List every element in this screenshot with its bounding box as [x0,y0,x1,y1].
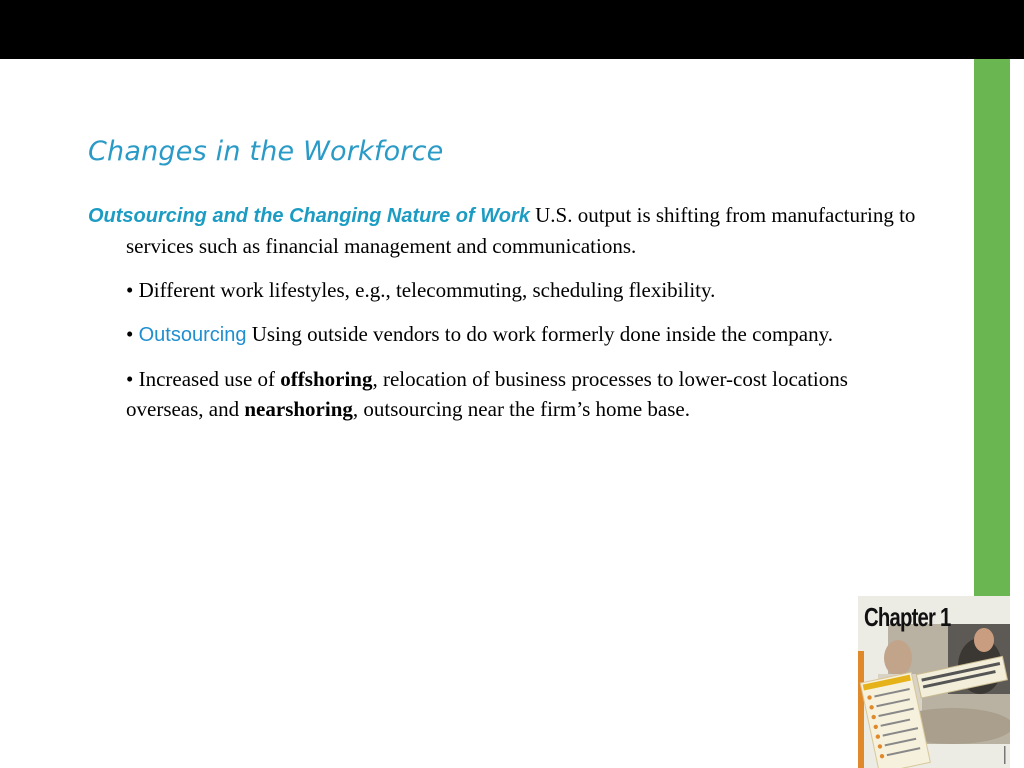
slide-content [88,200,918,438]
bullet-offshoring-part1: • Increased use of [126,367,281,391]
intro-paragraph [88,200,918,261]
bullet-lifestyles-text: • Different work lifestyles, e.g., telecommuting, scheduling flexibility. [126,278,716,302]
bullet-outsourcing-text: Using outside vendors to do work formerly done inside the company. [246,322,833,346]
bullet-outsourcing [88,319,918,350]
top-bar [0,0,1024,59]
book-cover-image [858,596,1010,768]
bullet-offshoring-part3: , outsourcing near the firm’s home base. [352,397,690,421]
bullet-lifestyles [88,275,918,305]
nearshoring-term: nearshoring [244,397,353,421]
intro-term: Outsourcing and the Changing Nature of Work [88,205,530,227]
slide-title: Changes in the Workforce [88,136,444,167]
book-title: Chapter 1 [864,602,951,632]
bullet-outsourcing-prefix: • [126,322,139,346]
intro-text: U.S. output is shifting from manufacturing to services such as financial management and communications. [126,203,916,258]
bullet-offshoring-part2: , relocation of business processes to lower-cost locations overseas, and [126,367,848,421]
outsourcing-term: Outsourcing [138,324,247,346]
bullet-offshoring [88,364,918,424]
offshoring-term: offshoring [280,367,373,391]
